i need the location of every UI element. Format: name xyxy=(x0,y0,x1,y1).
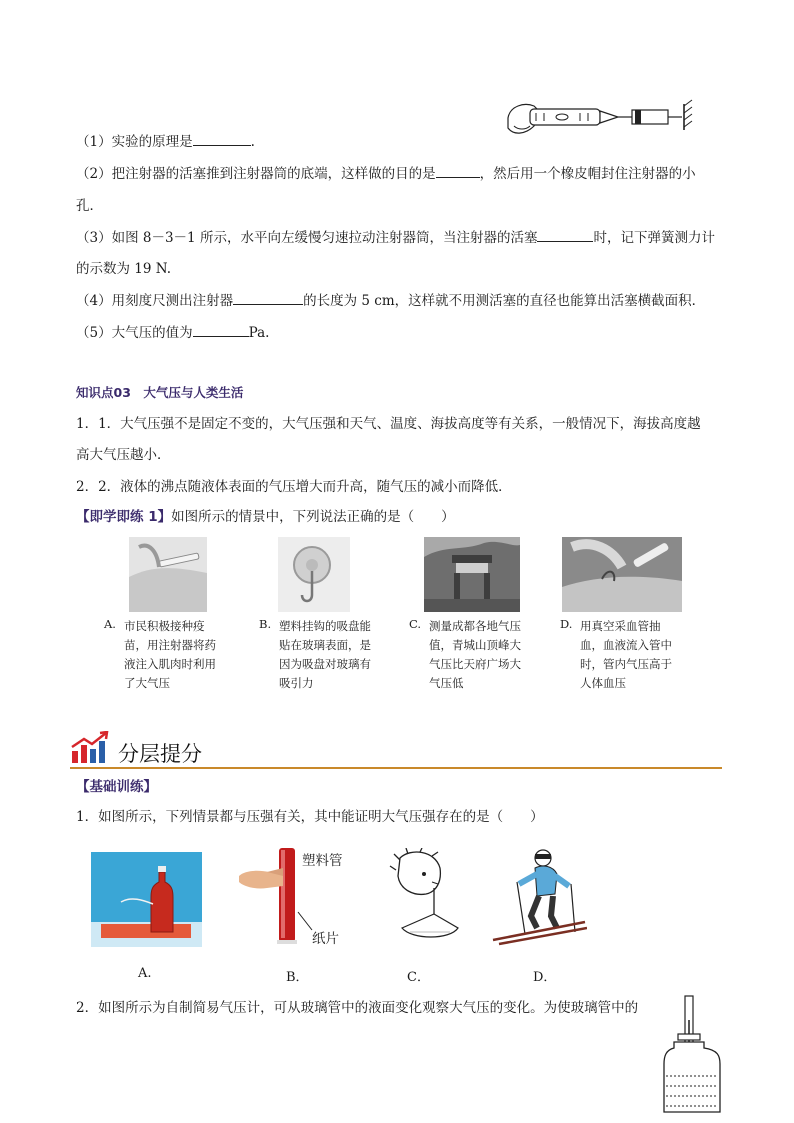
experiment-item-4: （4）用刻度尺测出注射器 的长度为 5 cm，这样就不用测活塞的直径也能算出活塞横截面积． xyxy=(76,290,705,311)
experiment-item-1: （1）实验的原理是 . xyxy=(76,131,255,152)
experiment-item-2-cont: 孔． xyxy=(76,198,103,214)
option-c-letter: C. xyxy=(409,617,422,631)
knowledge-point-line: 2．2．液体的沸点随液体表面的气压增大而升高，随气压的减小而降低． xyxy=(76,479,512,495)
answer-blank[interactable] xyxy=(436,163,480,178)
experiment-item-5: （5）大气压的值为 Pa. xyxy=(76,322,269,343)
knowledge-point-title: 知识点03 大气压与人类生活 xyxy=(76,385,244,400)
option-c-photo xyxy=(424,537,520,612)
practice-question: 【即学即练 1】如图所示的情景中，下列说法正确的是（ ） xyxy=(76,509,455,525)
experiment-item-2: （2）把注射器的活塞推到注射器筒的底端，这样做的目的是 ，然后用一个橡皮帽封住注射器的小 xyxy=(76,163,696,184)
knowledge-point-line: 高大气压越小． xyxy=(76,447,171,463)
option-d-photo xyxy=(562,537,682,612)
q1-choice-a[interactable]: A. xyxy=(138,966,152,981)
knowledge-point-line: 1．1．大气压强不是固定不变的，大气压强和天气、温度、海拔高度等有关系，一般情况下，海拔高度越 xyxy=(76,416,701,432)
answer-blank[interactable] xyxy=(537,227,593,242)
syringe-apparatus-figure xyxy=(500,96,705,146)
barometer-jar-figure xyxy=(660,994,724,1116)
practice-tag: 【即学即练 1】 xyxy=(76,509,172,525)
q1-choice-c[interactable]: C． xyxy=(407,970,430,985)
q1-choice-d[interactable]: D． xyxy=(533,970,557,985)
q1-a-bottle-photo xyxy=(91,852,202,947)
section-title: 分层提分 xyxy=(118,742,202,766)
experiment-item-3: （3）如图 8－3－1 所示，水平向左缓慢匀速拉动注射器筒，当注射器的活塞 时，记下弹簧测力计 xyxy=(76,227,715,248)
answer-blank[interactable] xyxy=(193,131,251,146)
q1-choice-b[interactable]: B． xyxy=(286,970,309,985)
option-a-text[interactable]: 市民积极接种疫 苗，用注射器将药 液注入肌肉时利用 了大气压 xyxy=(124,619,216,690)
option-a-letter: A. xyxy=(104,617,116,631)
answer-blank[interactable] xyxy=(193,322,249,337)
question-1-text: 1．如图所示，下列情景都与压强有关，其中能证明大气压强存在的是（ ） xyxy=(76,809,544,825)
option-b-photo xyxy=(278,537,350,612)
bar-chart-icon xyxy=(70,731,112,765)
q1-d-skier-figure xyxy=(491,844,587,946)
option-d-letter: D. xyxy=(560,617,573,631)
question-2-text: 2．如图所示为自制简易气压计，可从玻璃管中的液面变化观察大气压的变化。为使玻璃管中的 xyxy=(76,1000,639,1016)
q1-c-blowing-figure xyxy=(380,848,460,948)
experiment-item-3-cont: 的示数为 19 N. xyxy=(76,261,172,277)
option-b-letter: B. xyxy=(259,617,272,631)
section-subtitle: 【基础训练】 xyxy=(76,779,157,795)
label-paper-card: 纸片 xyxy=(312,931,339,947)
section-divider xyxy=(70,767,722,769)
label-plastic-tube: 塑料管 xyxy=(302,853,343,869)
option-c-text[interactable]: 测量成都各地气压 值，青城山顶峰大 气压比天府广场大 气压低 xyxy=(429,619,521,690)
answer-blank[interactable] xyxy=(233,290,303,305)
option-a-photo xyxy=(129,537,207,612)
option-b-text[interactable]: 塑料挂钩的吸盘能 贴在玻璃表面，是 因为吸盘对玻璃有 吸引力 xyxy=(279,619,371,690)
option-d-text[interactable]: 用真空采血管抽 血，血液流入管中 时，管内气压高于 人体血压 xyxy=(580,619,672,690)
